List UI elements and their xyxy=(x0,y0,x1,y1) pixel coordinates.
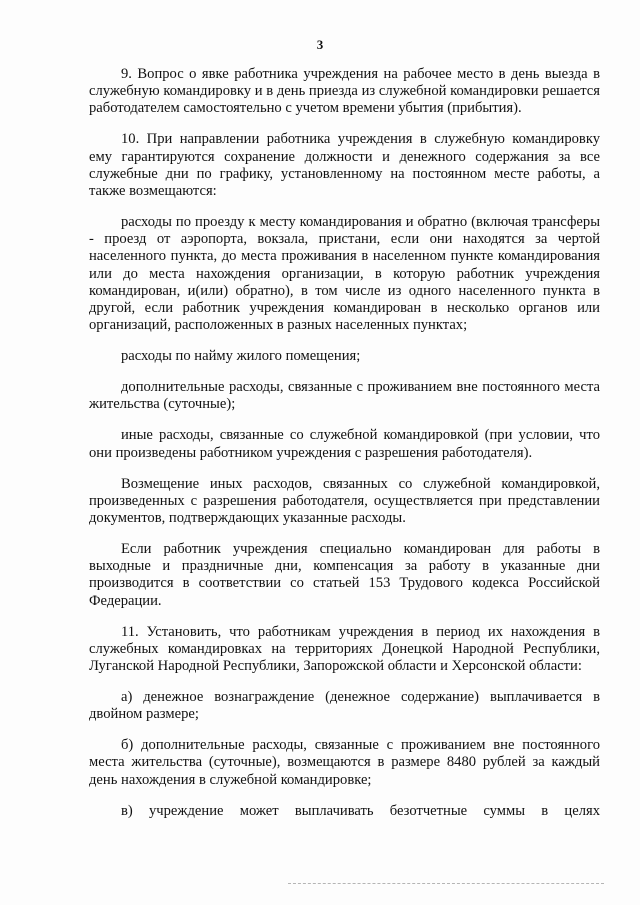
paragraph-daily-allowance: дополнительные расходы, связанные с проживанием вне постоянного места жительства (суточные); xyxy=(89,379,600,413)
paragraph-reimbursement: Возмещение иных расходов, связанных со служебной командировкой, произведенных с разрешения работодателя, осуществляется при представлении документов, подтверждающих указанные расходы. xyxy=(89,475,600,527)
bottom-divider xyxy=(288,883,604,884)
paragraph-housing-expenses: расходы по найму жилого помещения; xyxy=(121,348,361,365)
paragraph-11-b: б) дополнительные расходы, связанные с проживанием вне постоянного места жительства (суточные), возмещаются в размере 8480 рублей за каждый день нахождения в служебной командировке; xyxy=(89,737,600,788)
paragraph-other-expenses: иные расходы, связанные со служебной командировкой (при условии, что они произведены работником учреждения с разрешения работодателя). xyxy=(89,427,600,461)
paragraph-weekend-work: Если работник учреждения специально командирован для работы в выходные и праздничные дни, компенсация за работу в указанные дни производится в соответствии со статьей 153 Трудового кодекса Российской Федерации. xyxy=(89,541,600,609)
page-number: 3 xyxy=(316,37,324,52)
paragraph-11: 11. Установить, что работникам учреждения в период их нахождения в служебных командировках на территориях Донецкой Народной Республики, Луганской Народной Республики, Запорожской области и Херсонской области: xyxy=(89,623,600,675)
paragraph-11-c: в) учреждение может выплачивать безотчетные суммы в целях xyxy=(121,802,600,819)
paragraph-11-a: а) денежное вознаграждение (денежное содержание) выплачивается в двойном размере; xyxy=(89,689,600,723)
document-body xyxy=(89,66,600,820)
paragraph-10: 10. При направлении работника учреждения в служебную командировку ему гарантируются сохранение должности и денежного содержания за все служебные дни по графику, установленному на постоянном месте работы, а также возмещаются: xyxy=(89,131,600,200)
paragraph-travel-expenses: расходы по проезду к месту командирования и обратно (включая трансферы - проезд от аэропорта, вокзала, пристани, если они находятся за чертой населенного пункта, до места проживания в населенном пункте командирования или до места нахождения организации, в которую работник учреждения командирован, и(или) обратно), в том числе из одного населенного пункта в другой, если работник учреждения командирован в несколько органов или организаций, расположенных в разных населенных пунктах; xyxy=(89,214,600,334)
paragraph-9: 9. Вопрос о явке работника учреждения на рабочее место в день выезда в служебную командировку и в день приезда из служебной командировки решается работодателем самостоятельно с учетом времени убытия (прибытия). xyxy=(89,66,600,117)
